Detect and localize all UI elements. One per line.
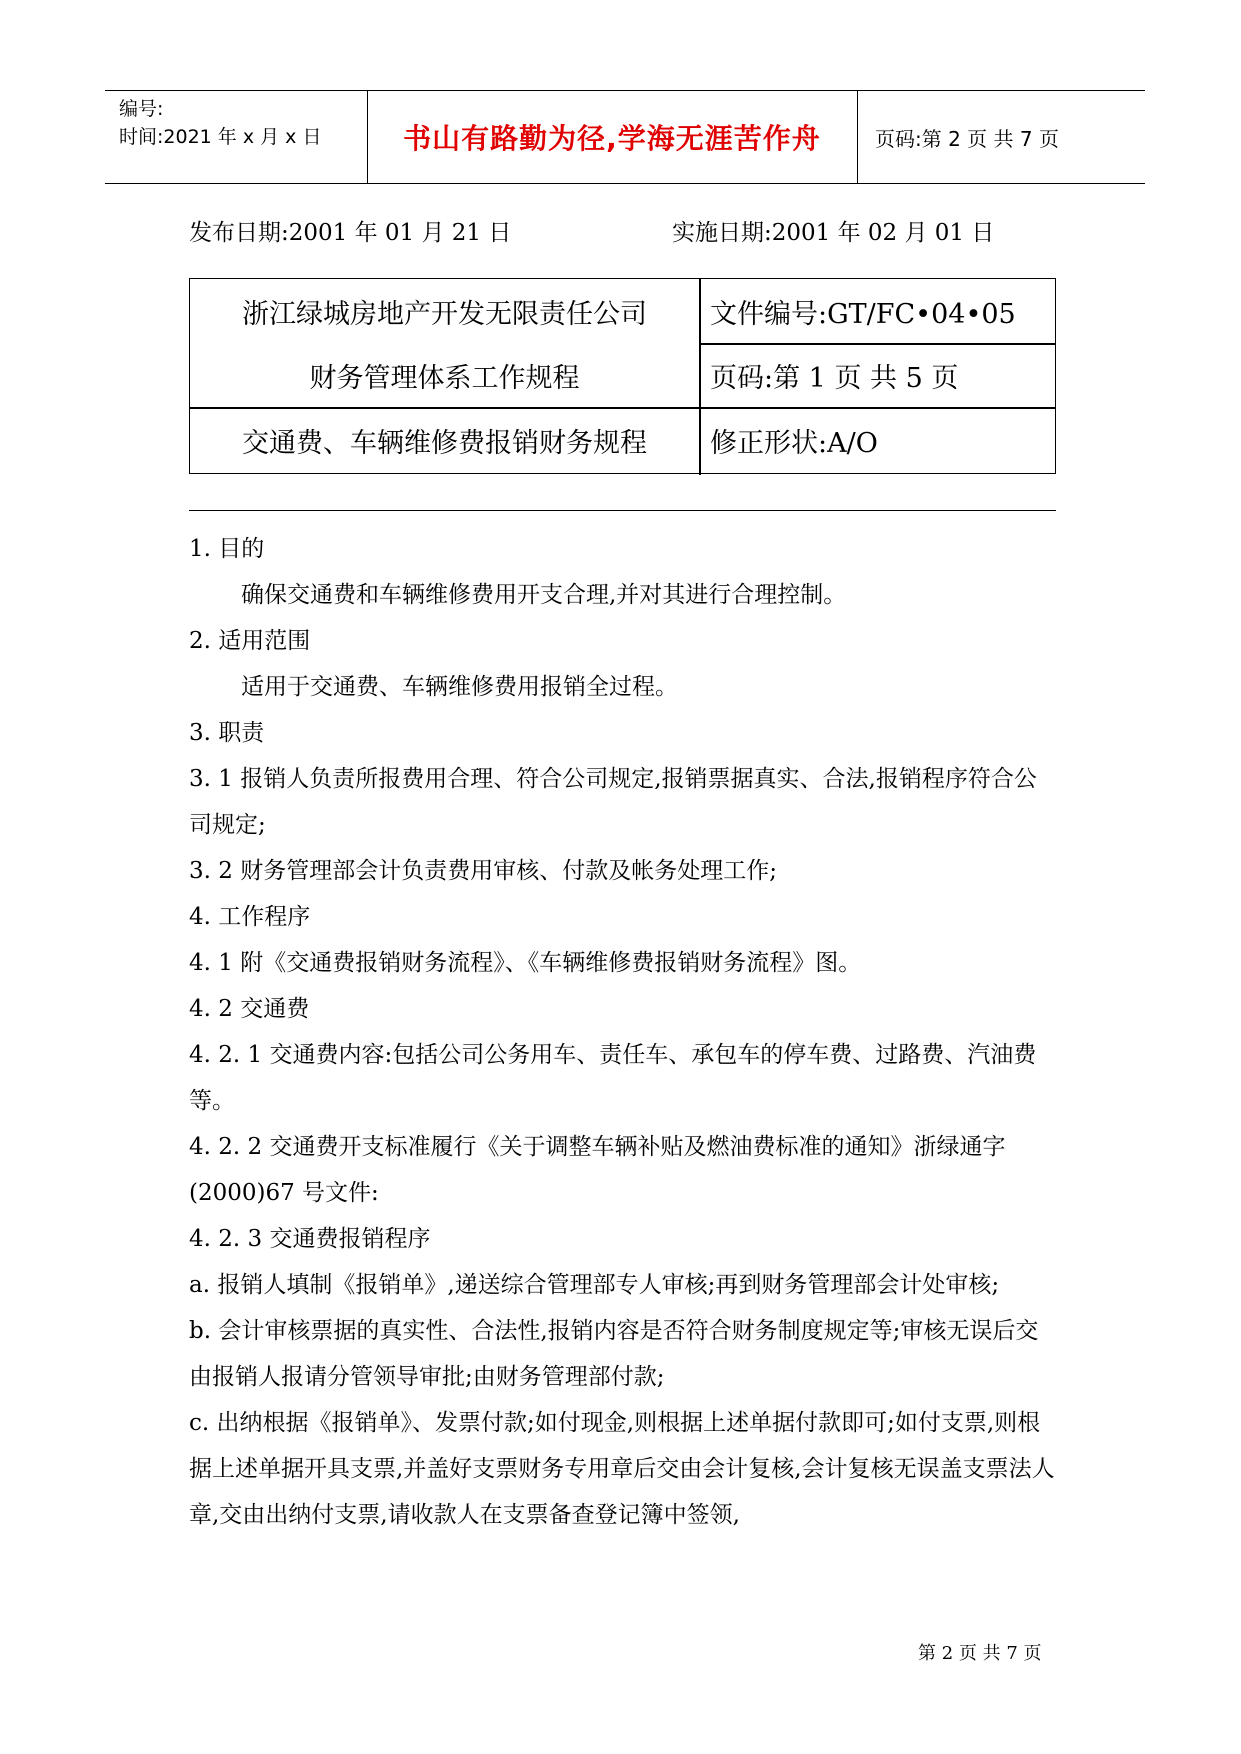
table-divider <box>699 279 701 475</box>
header-motto: 书山有路勤为径,学海无涯苦作舟 <box>403 122 821 155</box>
document-header <box>105 90 1145 184</box>
paragraph: 3. 2 财务管理部会计负责费用审核、付款及帐务处理工作; <box>189 858 777 884</box>
section-heading: 4. 工作程序 <box>189 904 311 930</box>
list-item: b. 会计审核票据的真实性、合法性,报销内容是否符合财务制度规定等;审核无误后交由报销人报请分管领导审批;由财务管理部付款; <box>189 1318 1039 1390</box>
section-heading: 3. 职责 <box>189 720 265 746</box>
list-item: c. 出纳根据《报销单》、发票付款;如付现金,则根据上述单据付款即可;如付支票,则根据上述单据开具支票,并盖好支票财务专用章后交由会计复核,会计复核无误盖支票法人章,交由出纳付支票,请收款人在支票备查登记簿中签领, <box>189 1410 1055 1528</box>
page-footer: 第 2 页 共 7 页 <box>918 1643 1042 1664</box>
paragraph: 确保交通费和车辆维修费用开支合理,并对其进行合理控制。 <box>241 582 847 608</box>
paragraph: 4. 1 附《交通费报销财务流程》、《车辆维修费报销财务流程》图。 <box>189 950 862 976</box>
revision-status: 修正形状:A/O <box>710 427 878 459</box>
system-name: 财务管理体系工作规程 <box>309 362 580 394</box>
header-meta <box>119 95 321 151</box>
list-item: a. 报销人填制《报销单》,递送综合管理部专人审核;再到财务管理部会计处审核; <box>189 1272 1000 1298</box>
paragraph: 3. 1 报销人负责所报费用合理、符合公司规定,报销票据真实、合法,报销程序符合公司规定; <box>189 766 1037 838</box>
paragraph: 适用于交通费、车辆维修费用报销全过程。 <box>241 674 678 700</box>
document-page: 页码:第 1 页 共 5 页 <box>710 362 959 394</box>
title-table <box>189 278 1056 474</box>
subsection-heading: 4. 2. 3 交通费报销程序 <box>189 1226 431 1252</box>
document-body <box>189 526 1059 1538</box>
number-label: 编号: <box>119 98 164 120</box>
document-title: 交通费、车辆维修费报销财务规程 <box>242 427 647 459</box>
implement-date: 实施日期:2001 年 02 月 01 日 <box>672 220 995 246</box>
company-name: 浙江绿城房地产开发无限责任公司 <box>242 298 647 330</box>
header-divider <box>857 91 858 183</box>
section-heading: 2. 适用范围 <box>189 628 311 654</box>
header-page-info: 页码:第 2 页 共 7 页 <box>875 126 1059 151</box>
paragraph: 4. 2. 2 交通费开支标准履行《关于调整车辆补贴及燃油费标准的通知》浙绿通字(2000)67 号文件: <box>189 1134 1006 1206</box>
publish-date: 发布日期:2001 年 01 月 21 日 <box>189 220 512 246</box>
section-rule <box>189 510 1056 511</box>
paragraph: 4. 2. 1 交通费内容:包括公司公务用车、责任车、承包车的停车费、过路费、汽油费等。 <box>189 1042 1037 1114</box>
subsection-heading: 4. 2 交通费 <box>189 996 310 1022</box>
time-label: 时间:2021 年 x 月 x 日 <box>119 126 322 148</box>
document-number: 文件编号:GT/FC•04•05 <box>710 298 1016 330</box>
section-heading: 1. 目的 <box>189 536 265 562</box>
